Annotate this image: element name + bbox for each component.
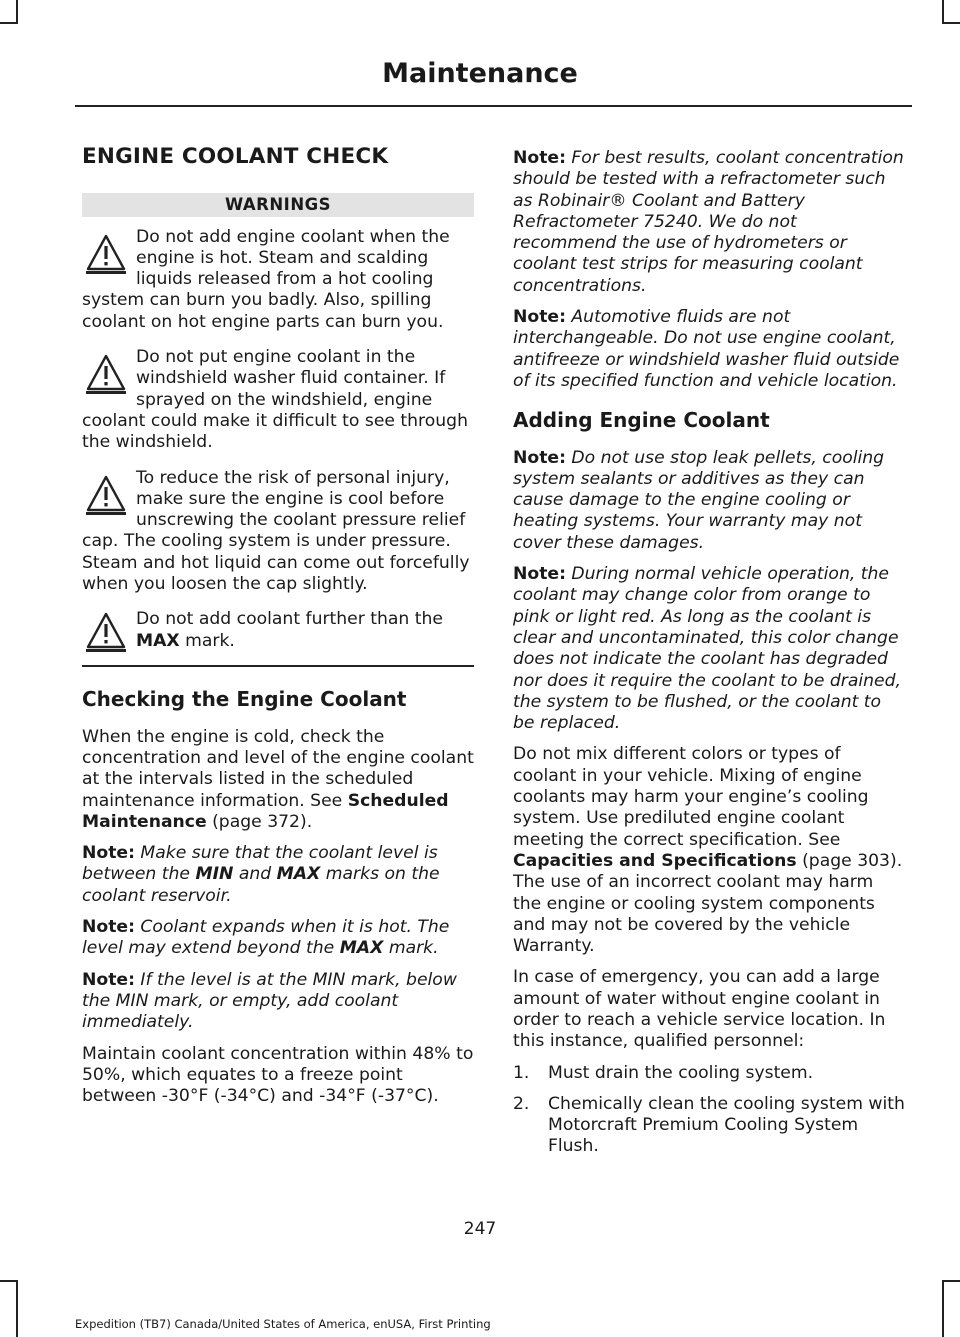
- warning-text: To reduce the risk of personal injury, make sure the engine is cool before unscrewing the coolant pressure relief cap. The cooling system is under pressure. Steam and hot liquid can come out forcefully when you loosen the cap slightly.: [82, 467, 470, 595]
- warning-triangle-icon: [86, 353, 126, 395]
- note-text: Automotive fluids are not interchangeable. Do not use engine coolant, antifreeze or windshield washer fluid outside of its specified function and vehicle location.: [513, 307, 900, 391]
- warning-hot-engine: [82, 227, 474, 333]
- steps-list: [513, 1063, 905, 1158]
- crop-mark: [942, 1280, 944, 1337]
- note-label: Note:: [513, 148, 566, 168]
- section-title: Maintenance: [382, 58, 578, 89]
- note-label: Note:: [82, 969, 135, 990]
- crop-mark: [942, 1280, 960, 1282]
- intro-text: When the engine is cold, check the concentration and level of the engine coolant at the intervals listed in the scheduled maintenance information. See: [82, 726, 474, 811]
- page-title: ENGINE COOLANT CHECK: [82, 144, 389, 169]
- step-text: Must drain the cooling system.: [548, 1062, 814, 1083]
- footer-text: Expedition (TB7) Canada/United States of America, enUSA, First Printing: [75, 1317, 491, 1331]
- note-label: Note:: [82, 843, 135, 864]
- warning-triangle-icon: [86, 233, 126, 275]
- note-coolant-expands: [82, 917, 474, 960]
- note-text: marks on the coolant reservoir.: [82, 864, 440, 906]
- emergency-paragraph: In case of emergency, you can add a large amount of water without engine coolant in order to reach a vehicle service location. In this instance, qualified personnel:: [513, 967, 886, 1052]
- crop-mark: [16, 1280, 18, 1337]
- note-text: Do not use stop leak pellets, cooling system sealants or additives as they can cause damage to the engine cooling or heating systems. Your warranty may not cover these damages.: [513, 447, 885, 553]
- warning-washer-container: [82, 347, 474, 453]
- left-column: [82, 140, 474, 1117]
- crop-mark: [0, 1280, 18, 1282]
- crop-mark: [942, 22, 960, 24]
- note-text: Make sure that the coolant level is between the: [82, 843, 438, 885]
- list-item: [513, 1063, 905, 1084]
- mixing-text: (page 303). The use of an incorrect coolant may harm the engine or cooling system components and may not be covered by the vehicle Warranty.: [513, 850, 903, 957]
- page-ref: (page 372).: [212, 811, 313, 832]
- note-label: Note:: [82, 917, 135, 938]
- warnings-heading: WARNINGS: [82, 193, 474, 216]
- warning-max-mark: [82, 609, 474, 667]
- min-label: MIN: [195, 864, 234, 885]
- step-number: 1.: [513, 1062, 530, 1083]
- right-column: [513, 148, 905, 1168]
- note-stop-leak: [513, 448, 905, 554]
- max-label: MAX: [276, 864, 321, 885]
- note-label: Note:: [513, 447, 566, 468]
- note-text: During normal vehicle operation, the coolant may change color from orange to pink or light red. As long as the coolant is clear and uncontaminated, this color change does not indicate the coolant has degraded nor does it require the coolant to be drained, the system to be flushed, or the coolant to be replaced.: [513, 564, 902, 734]
- note-text: If the level is at the MIN mark, below the MIN mark, or empty, add coolant immediately.: [82, 969, 457, 1033]
- step-text: Chemically clean the cooling system with Motorcraft Premium Cooling System Flush.: [548, 1093, 905, 1157]
- list-item: [513, 1094, 905, 1158]
- mixing-paragraph: [513, 744, 905, 957]
- warning-text: Do not add engine coolant when the engine is hot. Steam and scalding liquids released from a hot cooling system can burn you badly. Also, spilling coolant on hot engine parts can burn you.: [82, 226, 450, 332]
- note-text: Coolant expands when it is hot. The level may extend beyond the: [82, 917, 450, 959]
- capacities-specifications-link[interactable]: Capacities and Specifications: [513, 850, 797, 871]
- max-label: MAX: [136, 630, 180, 651]
- note-text: and: [238, 864, 272, 885]
- note-coolant-level: [82, 843, 474, 907]
- warning-triangle-icon: [86, 611, 126, 653]
- note-refractometer: [513, 148, 905, 297]
- note-label: Note:: [513, 564, 566, 585]
- warning-pressure-cap: [82, 468, 474, 596]
- scheduled-maintenance-link[interactable]: Scheduled Maintenance: [82, 790, 449, 832]
- checking-intro: [82, 727, 474, 833]
- warning-triangle-icon: [86, 474, 126, 516]
- mixing-text: Do not mix different colors or types of coolant in your vehicle. Mixing of engine coolants may harm your engine’s cooling system. Use prediluted engine coolant meeting the correct specification. See: [513, 744, 869, 850]
- concentration-paragraph: Maintain coolant concentration within 48% to 50%, which equates to a freeze point between -30°F (-34°C) and -34°F (-37°C).: [82, 1043, 474, 1107]
- warning-text: Do not put engine coolant in the windshield washer fluid container. If sprayed on the windshield, engine coolant could make it difficult to see through the windshield.: [82, 347, 468, 453]
- crop-mark: [16, 0, 18, 24]
- checking-heading: Checking the Engine Coolant: [82, 687, 407, 712]
- note-text: mark.: [388, 938, 439, 959]
- step-number: 2.: [513, 1093, 530, 1114]
- crop-mark: [942, 0, 944, 24]
- header-rule: [75, 105, 912, 107]
- crop-mark: [0, 22, 18, 24]
- note-text: For best results, coolant concentration should be tested with a refractometer such as Robinair® Coolant and Battery Refractometer 75240. We do not recommend the use of hydrometers or coolant test strips for measuring coolant concentrations.: [513, 148, 904, 296]
- note-label: Note:: [513, 307, 566, 328]
- note-color-change: [513, 564, 905, 734]
- warning-text: Do not add coolant further than the: [136, 609, 443, 630]
- warning-text-suffix: mark.: [185, 630, 235, 651]
- max-label: MAX: [339, 938, 384, 959]
- adding-heading: Adding Engine Coolant: [513, 408, 770, 433]
- note-min-mark: [82, 970, 474, 1034]
- note-fluids: [513, 307, 905, 392]
- page-number: 247: [463, 1219, 497, 1239]
